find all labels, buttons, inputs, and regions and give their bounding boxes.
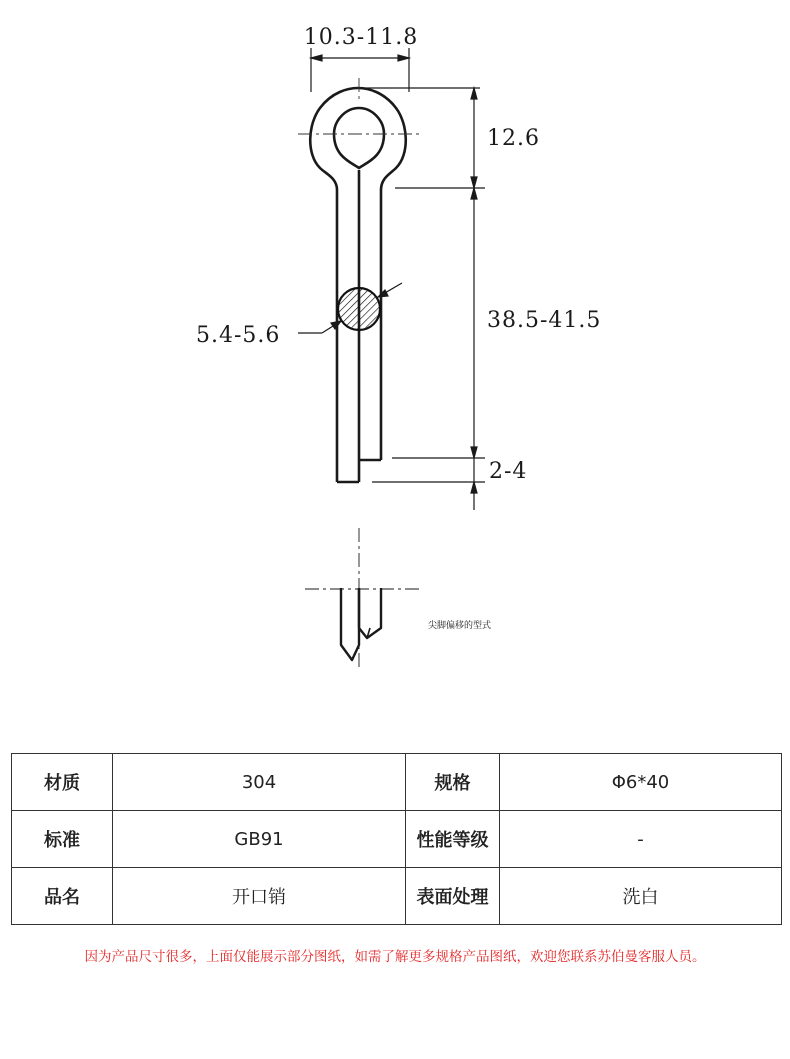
dim-leg-offset-label: 2-4 (489, 459, 528, 484)
cotter-pin-outline (310, 88, 406, 482)
pin-inner-eye (334, 108, 384, 168)
grade-value: - (500, 811, 782, 868)
material-label: 材质 (12, 754, 113, 811)
specification-value: Φ6*40 (500, 754, 782, 811)
spec-table (11, 753, 782, 925)
offset-type-note: 尖脚偏移的型式 (428, 621, 492, 631)
surface-treatment-value: 洗白 (500, 868, 782, 925)
material-value: 304 (113, 754, 406, 811)
dim-eye-height-label: 12.6 (487, 126, 540, 151)
table-row (12, 754, 782, 811)
wire-cross-section (338, 288, 380, 330)
product-name-label: 品名 (12, 868, 113, 925)
dim-leg-length-label: 38.5-41.5 (487, 308, 602, 333)
footnote-text: 因为产品尺寸很多，上面仅能展示部分图纸，如需了解更多规格产品图纸，欢迎您联系苏伯曼客服人员。 (84, 949, 706, 965)
dim-head-width-label: 10.3-11.8 (303, 25, 419, 50)
dim-head-width (311, 48, 409, 92)
table-row (12, 811, 782, 868)
standard-value: GB91 (113, 811, 406, 868)
offset-point-detail (305, 528, 420, 668)
dim-wire-diameter-label: 5.4-5.6 (196, 323, 281, 348)
standard-label: 标准 (12, 811, 113, 868)
product-name-value: 开口销 (113, 868, 406, 925)
table-row (12, 868, 782, 925)
surface-treatment-label: 表面处理 (406, 868, 500, 925)
grade-label: 性能等级 (406, 811, 500, 868)
specification-label: 规格 (406, 754, 500, 811)
